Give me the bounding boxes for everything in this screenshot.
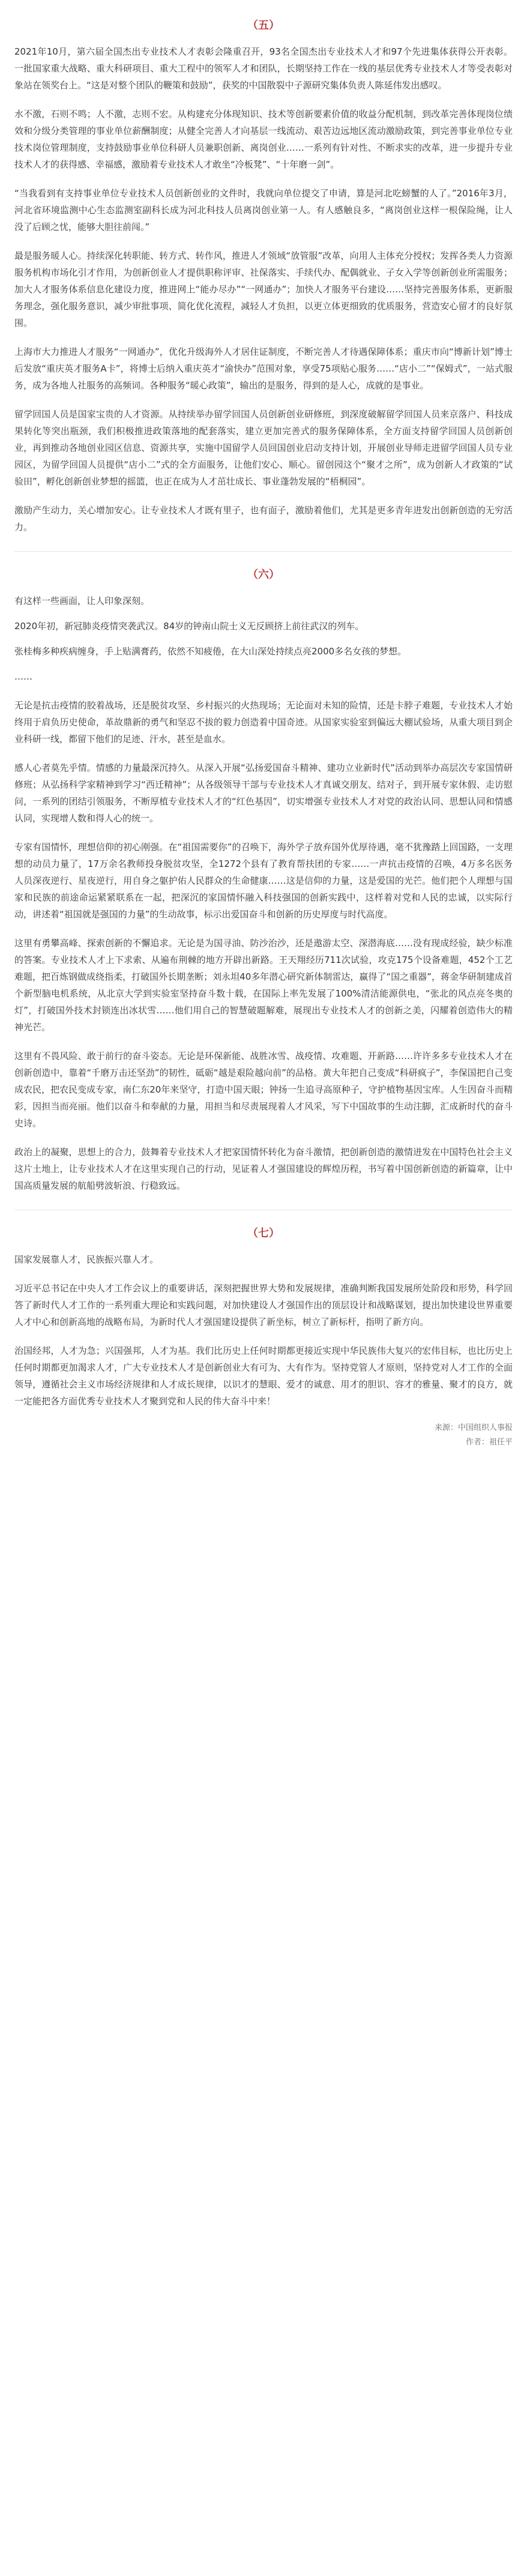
paragraph: 政治上的凝聚，思想上的合力，鼓舞着专业技术人才把家国情怀转化为奋斗激情，把创新创造的激情迸发在中国特色社会主义这片土地上，让专业技术人才在这里实现自己的行动，见证着人才强国建设的辉煌历程，书写着中国创新创造的新篇章，让中国高质量发展的航船劈波斩浪、行稳致远。 [14,1147,513,1191]
paragraph: 2021年10月，第六届全国杰出专业技术人才表彰会隆重召开，93名全国杰出专业技术人才和97个先进集体获得公开表彰。一批国家重大战略、重大科研项目、重大工程中的领军人才和团队，长期坚持工作在一线的基层优秀专业技术人才等受表彰对象站在领奖台上。“这是对整个团队的鞭策和鼓励”，获奖的中国散裂中子源研究集体负责人陈延伟发出感叹。 [14,46,513,91]
paragraph: 无论是抗击疫情的胶着战场，还是脱贫攻坚、乡村振兴的火热现场；无论面对未知的险情，还是卡脖子难题，专业技术人才始终用于肩负历史使命，革故鼎新的勇气和坚忍不拔的毅力创造着中国奇迹。从国家实验室到偏远大棚试验场，从重大项目到企业科研一线，都留下他们的足迹、汗水，甚至是血水。 [14,700,513,744]
section-6-heading: （六） [247,569,280,581]
paragraph: “当我看到有支持事业单位专业技术人员创新创业的文件时，我就向单位提交了申请，算是河北吃螃蟹的人了。”2016年3月，河北省环境监测中心生态监测室副科长成为河北科技人员离岗创业第一人。有人感触良多，“离岗创业这样一根保险绳，让人没了后顾之忧，能够大胆往前闯。” [14,188,513,232]
paragraph: 上海市大力推进人才服务“一网通办”，优化升级海外人才居住证制度，不断完善人才待遇保障体系；重庆市向“博新计划”博士后发放“重庆英才服务A卡”，将博士后纳入重庆英才“渝快办”范围对象，享受75项贴心服务……“店小二”“保姆式”，一站式服务，成为各地人社服务的高频词。各种服务“暖心政策”，输出的是服务，得到的是人心，成就的是事业。 [14,346,513,391]
paragraph: 感人心者莫先乎情。情感的力量最深沉持久。从深入开展“弘扬爱国奋斗精神、建功立业新时代”活动到举办高层次专家国情研修班；从弘扬科学家精神到学习“西迁精神”；从各级领导干部与专业技术人才真诚交朋友、结对子，到开展专家休假、走访慰问，一系列的团结引领服务，不断厚植专业技术人才的“红色基因”，切实增强专业技术人才对党的政治认同、思想认同和情感认同，实现增人数和得人心的统一。 [14,762,513,824]
paragraph: 激励产生动力，关心增加安心。让专业技术人才既有里子，也有面子，激励着他们，尤其是更多青年进发出创新创造的无穷活力。 [14,505,513,532]
section-divider [14,551,513,552]
paragraph: 这里有勇攀高峰、探索创新的不懈追求。无论是为国寻油、防沙治沙，还是遨游太空、深潜海底……没有现成经验，缺少标准的答案。专业技术人才上下求索、从遍布荆棘的地方开辟出新路。王天翔经历711次试验，攻克175个设备难题，452个工艺难题，把百炼钢做成绕指柔，打破国外长期垄断；刘永坦40多年潜心研究新体制雷达，赢得了“国之重器”，蒋金华研制建成首个新型脑电机系统，从北京大学到实验室坚持奋斗数十载，在国际上率先发展了100%清洁能源供电，“张北的风点亮冬奥的灯”，打破国外技术封锁连出冰状雪……他们用自己的智慧破题解难，展现出专业技术人才的创新之美，闪耀着创造伟大的精神光芒。 [14,938,513,1033]
paragraph: 治国经邦，人才为急；兴国强邦，人才为基。我们比历史上任何时期都更接近实现中华民族伟大复兴的宏伟目标，也比历史上任何时期都更加渴求人才，广大专业技术人才是创新创业大有可为、大有作为。坚持党管人才原则，坚持党对人才工作的全面领导，遵循社会主义市场经济规律和人才成长规律，以识才的慧眼、爱才的诚意、用才的胆识、容才的雅量、聚才的良方，就一定能把各方面优秀专业技术人才聚到党和人民的伟大奋斗中来！ [14,1345,513,1407]
paragraph: 2020年初，新冠肺炎疫情突袭武汉。84岁的钟南山院士义无反顾挤上前往武汉的列车。 [14,621,364,632]
paragraph: 专家有国情怀，理想信仰的初心刚强。在“祖国需要你”的召唤下，海外学子放弃国外优厚待遇，毫不犹豫踏上回国路，一支理想的动员力量了，17万余名教师投身脱贫攻坚，全1272个县有了教育帮扶团的专家……一声抗击疫情的召唤，4万多名医务人员深夜逆行、星夜逆行，用自身之躯护佑人民群众的生命健康……这是信仰的力量，这是爱国的光芒。他们把个人理想与国家和民族的前途命运紧紧联系在一起，把深沉的家国情怀融入科技强国的创新实践中，这样着对党和人民的忠诚，以实际行动，讲述着“祖国就是强国的力量”的生动故事，标示出爱国奋斗和创新的历史厚度与时代高度。 [14,842,513,920]
section-6-content [14,593,513,1194]
paragraph: 留学回国人员是国家宝贵的人才资源。从持续举办留学回国人员创新创业研修班，到深度破解留学回国人员来京落户、科技成果转化等突出瓶颈，我们积极推进政策落地的配套落实，建立更加完善式的服务保障体系，全方面支持留学回国人员创新创业，再到推动各地创业园区信息、资源共享，实施中国留学人员回国创业启动支持计划，开展创业导师走进留学回国人员专业园区，为留学回国人员提供“店小二”式的全方面服务，让他们安心、顺心。留创园这个“聚才之所”，成为创新人才政策的“试验田”，孵化创新创业梦想的摇篮，也正在成为人才茁壮成长、事业蓬勃发展的“梧桐园”。 [14,409,513,487]
paragraph: 这里有不畏风险、敢于前行的奋斗姿态。无论是环保新能、战胜冰雪、战疫情、攻难题、开新路……许许多多专业技术人才在创新创造中，靠着“千磨万击还坚劲”的韧性，砥砺“越是艰险越向前”的品格。黄大年把自己变成“科研疯子”，李保国把自己变成农民，把农民变成专家，南仁东20年来坚守，打造中国天眼；钟扬一生追寻高原种子，守护植物基因宝库。人生因奋斗而精彩，因担当而亮丽。他们以奋斗和奉献的力量，用担当和尽责展现着人才风采，写下中国故事的生动注脚，汇成新时代的奋斗史诗。 [14,1051,513,1129]
section-5-content [14,43,513,535]
section-7-heading: （七） [247,1227,280,1240]
paragraph: 最是服务暖人心。持续深化转职能、转方式、转作风，推进人才领域“放管服”改革，向用人主体充分授权；发挥各类人力资源服务机构市场化引才作用，为创新创业人才提供职称评审、社保落实、手续代办、配偶就业、子女入学等创新创业所需服务；加大人才服务体系信息化建设力度，推进网上“能办尽办”“一网通办”；加快人才服务平台建设……坚持完善服务体系，更新服务理念，强化服务意识，减少审批事项、简化优化流程，减轻人才负担，以更立体更细致的优质服务，营造安心留才的良好氛围。 [14,250,513,328]
paragraph: 习近平总书记在中央人才工作会议上的重要讲话，深刻把握世界大势和发展规律，准确判断我国发展所处阶段和形势，科学回答了新时代人才工作的一系列重大理论和实践问题，对加快建设人才强国作出的顶层设计和战略谋划，提出加快建设世界重要人才中心和创新高地的战略布局，为新时代人才强国建设提供了新坐标，树立了新标杆，指明了新方向。 [14,1283,513,1327]
paragraph: 有这样一些画面，让人印象深刻。 [14,596,150,606]
source-credit: 来源：中国组织人事报 [434,1423,513,1432]
section-5-heading: （五） [247,19,280,32]
section-7-content [14,1251,513,1410]
paragraph: 国家发展靠人才，民族振兴靠人才。 [14,1254,159,1265]
ellipsis: …… [14,671,32,682]
author-credit: 作者：祖任平 [465,1438,513,1447]
paragraph: 水不激，石则不鸣；人不激，志则不宏。从构建充分体现知识、技术等创新要素价值的收益分配机制，到改革完善体现岗位绩效和分级分类管理的事业单位薪酬制度；从健全完善人才向基层一线流动、艰苦边远地区流动激励政策，到完善事业单位专业技术岗位管理制度，支持鼓励事业单位科研人员兼职创新、离岗创业……一系列有针对性、不断求实的改革，进一步提升专业技术人才的获得感、幸福感，激励着专业技术人才敢坐“冷板凳”、“十年磨一剑”。 [14,109,513,170]
article-footer [14,1422,513,1449]
paragraph: 张桂梅多种疾病缠身，手上贴满膏药，依然不知疲倦，在大山深处持续点亮2000多名女孩的梦想。 [14,646,407,657]
